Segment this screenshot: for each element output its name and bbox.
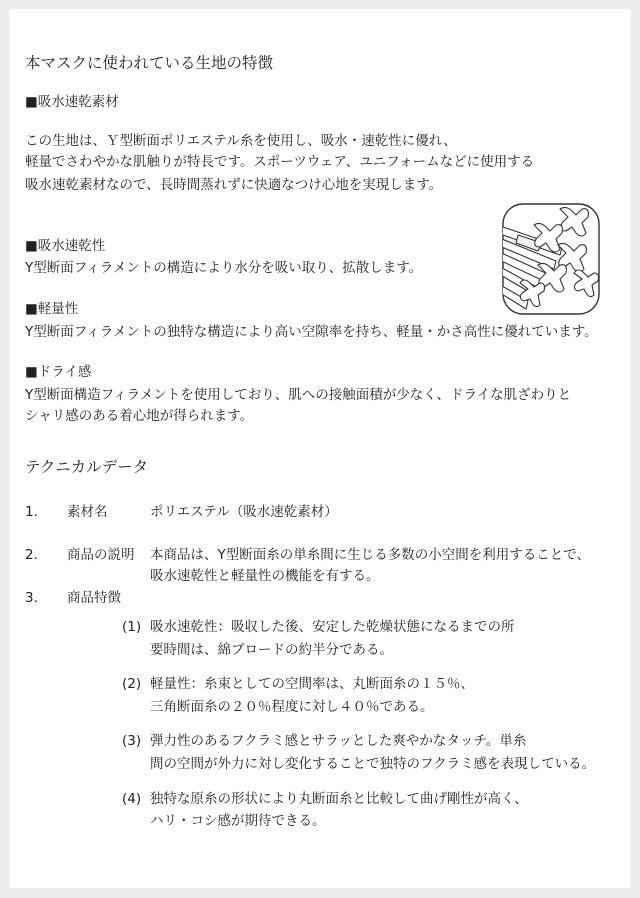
feature-label-absorb: ■吸水速乾性	[25, 238, 106, 254]
y-fiber-cross-section-icon	[502, 203, 600, 315]
page-heading: 本マスクに使われている生地の特徴	[25, 54, 274, 72]
feature-label-dry: ■ドライ感	[25, 364, 92, 380]
feature-text-light: Y型断面フィラメントの独特な構造により高い空隙率を持ち、軽量・かさ高性に優れています。	[25, 324, 598, 340]
tech-item-text: 吸水速乾性と軽量性の機能を有する。	[150, 568, 380, 584]
intro-line: 軽量でさわやかな肌触りが特長です。スポーツウェア、ユニフォームなどに使用する	[25, 154, 535, 170]
intro-label: ■吸水速乾素材	[25, 94, 119, 110]
sub-item-num: (1)	[122, 619, 142, 635]
tech-item-num: 1.	[25, 504, 38, 520]
feature-text-dry: シャリ感のある着心地が得られます。	[25, 408, 254, 424]
feature-text-dry: Y型断面構造フィラメントを使用しており、肌への接触面積が少なく、ドライな肌ざわりと	[25, 387, 572, 403]
sub-item-num: (2)	[122, 676, 142, 692]
feature-label-light: ■軽量性	[25, 301, 79, 317]
tech-item-num: 2.	[25, 547, 38, 563]
document-page	[9, 9, 631, 888]
intro-line: この生地は、Ｙ型断面ポリエステル糸を使用し、吸水・速乾性に優れ、	[25, 133, 457, 149]
sub-item-text: 間の空間が外力に対し変化することで独特のフクラミ感を表現している。	[150, 756, 596, 772]
sub-item-num: (3)	[122, 733, 142, 749]
sub-item-text: 吸水速乾性：吸収した後、安定した乾燥状態になるまでの所	[150, 619, 515, 635]
tech-title: テクニカルデータ	[25, 458, 149, 476]
tech-item-text: ポリエステル（吸水速乾素材）	[150, 504, 338, 520]
tech-item-num: 3.	[25, 590, 38, 606]
tech-item-label: 商品の説明	[67, 547, 135, 563]
tech-item-text: 本商品は、Y型断面糸の単糸間に生じる多数の小空間を利用することで、	[150, 547, 590, 563]
tech-item-label: 素材名	[67, 504, 108, 520]
sub-item-text: ハリ・コシ感が期待できる。	[150, 813, 326, 829]
intro-line: 吸水速乾素材なので、長時間蒸れずに快適なつけ心地を実現します。	[25, 177, 443, 193]
tech-item-label: 商品特徴	[67, 590, 121, 606]
sub-item-text: 弾力性のあるフクラミ感とサラッとした爽やかなタッチ。単糸	[150, 733, 527, 749]
feature-text-absorb: Y型断面フィラメントの構造により水分を吸い取り、拡散します。	[25, 260, 423, 276]
sub-item-text: 三角断面糸の２０％程度に対し４０％である。	[150, 699, 434, 715]
sub-item-text: 要時間は、綿ブロードの約半分である。	[150, 642, 393, 658]
sub-item-num: (4)	[122, 791, 142, 807]
sub-item-text: 軽量性：糸束としての空間率は、丸断面糸の１５％、	[150, 676, 474, 692]
sub-item-text: 独特な原糸の形状により丸断面糸と比較して曲げ剛性が高く、	[150, 791, 528, 807]
